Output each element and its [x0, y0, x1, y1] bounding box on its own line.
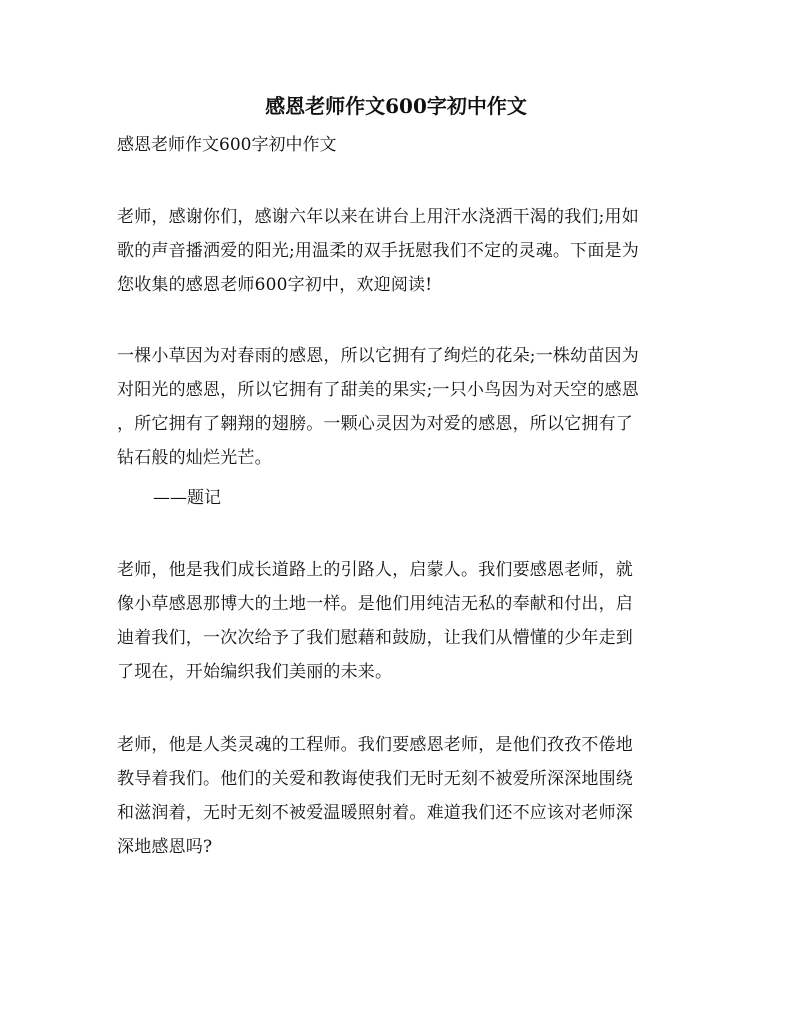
paragraph-line: 像小草感恩那博大的土地一样。是他们用纯洁无私的奉献和付出，启 [117, 594, 633, 614]
paragraph-line: 歌的声音播洒爱的阳光;用温柔的双手抚慰我们不定的灵魂。下面是为 [117, 241, 639, 261]
paragraph-line: 您收集的感恩老师600字初中，欢迎阅读! [117, 275, 433, 295]
paragraph-guide [117, 553, 677, 689]
paragraph-line: 老师，他是我们成长道路上的引路人，启蒙人。我们要感恩老师，就 [117, 560, 633, 580]
paragraph-line: 迪着我们，一次次给予了我们慰藉和鼓励，让我们从懵懂的少年走到 [117, 628, 633, 648]
paragraph-line: 对阳光的感恩，所以它拥有了甜美的果实;一只小鸟因为对天空的感恩 [117, 380, 639, 400]
paragraph-epigraph [117, 339, 677, 475]
paragraph-line: 教导着我们。他们的关爱和教诲使我们无时无刻不被爱所深深地围绕 [117, 769, 633, 789]
paragraph-line: 老师，感谢你们，感谢六年以来在讲台上用汗水浇洒干渴的我们;用如 [117, 207, 639, 227]
paragraph-line: 了现在，开始编织我们美丽的未来。 [117, 662, 393, 682]
paragraph-line: 和滋润着，无时无刻不被爱温暖照射着。难道我们还不应该对老师深 [117, 803, 633, 823]
epigraph-attribution: ——题记 [153, 488, 221, 508]
paragraph-line: ，所它拥有了翱翔的翅膀。一颗心灵因为对爱的感恩，所以它拥有了 [117, 414, 633, 434]
document-subtitle: 感恩老师作文600字初中作文 [117, 135, 337, 155]
document-title: 感恩老师作文600字初中作文 [265, 94, 527, 118]
paragraph-engineer [117, 728, 677, 864]
paragraph-line: 钻石般的灿烂光芒。 [117, 448, 272, 468]
paragraph-line: 一棵小草因为对春雨的感恩，所以它拥有了绚烂的花朵;一株幼苗因为 [117, 346, 639, 366]
paragraph-line: 深地感恩吗? [117, 837, 213, 857]
paragraph-intro [117, 200, 677, 302]
paragraph-line: 老师，他是人类灵魂的工程师。我们要感恩老师，是他们孜孜不倦地 [117, 735, 633, 755]
